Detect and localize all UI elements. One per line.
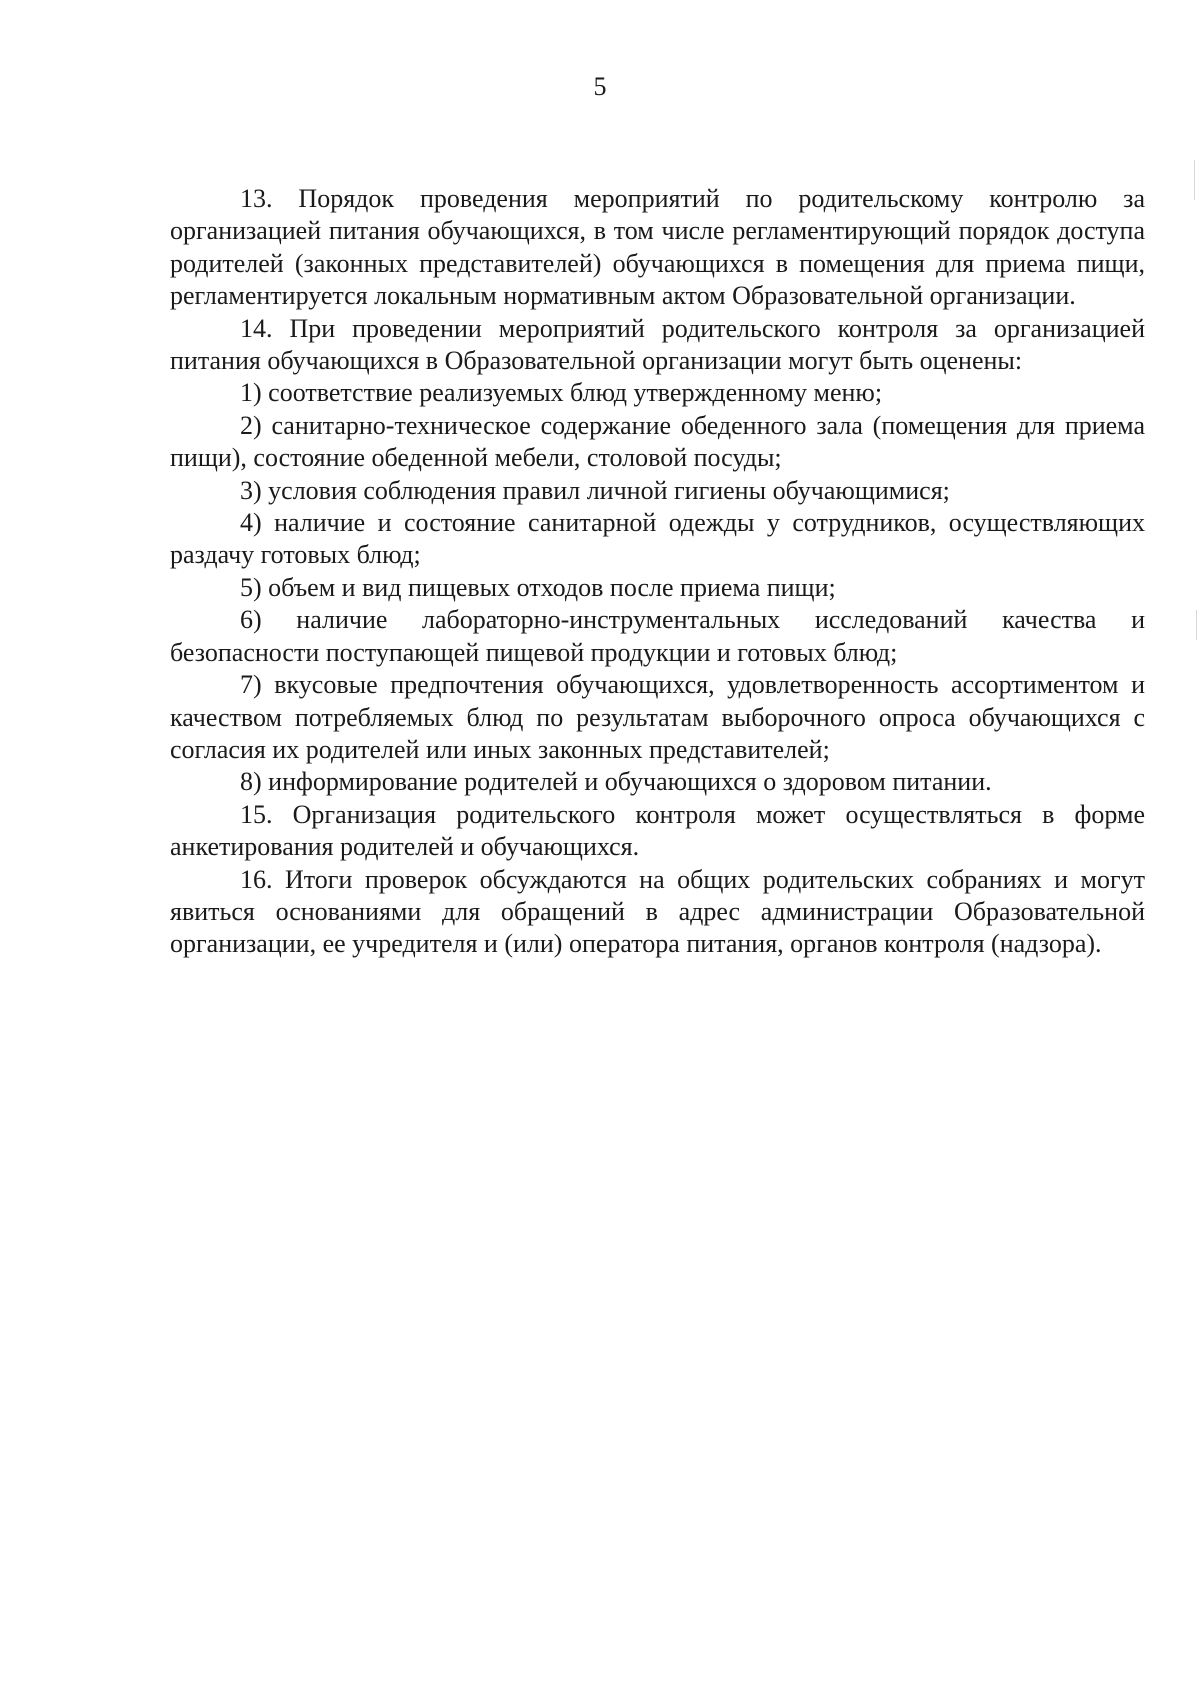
list-item-7: 7) вкусовые предпочтения обучающихся, удовлетворенность ассортиментом и качеством потребляемых блюд по результатам выборочного опроса обучающихся с согласия их родителей или иных законных представителей; xyxy=(170,670,1145,764)
list-item-4: 4) наличие и состояние санитарной одежды у сотрудников, осуществляющих раздачу готовых блюд; xyxy=(170,508,1145,570)
list-item-5: 5) объем и вид пищевых отходов после приема пищи; xyxy=(240,572,836,602)
paragraph-16: 16. Итоги проверок обсуждаются на общих родительских собраниях и могут явиться основаниями для обращений в адрес администрации Образовательной организации, ее учредителя и (или) оператора питания, органов контроля (надзора). xyxy=(170,864,1145,959)
scan-edge-mark xyxy=(1194,160,1195,200)
paragraph-14: 14. При проведении мероприятий родительского контроля за организацией питания обучающихся в Образовательной организации могут быть оценены: xyxy=(170,313,1145,376)
document-body xyxy=(170,183,1145,961)
scan-edge-mark xyxy=(1196,610,1197,640)
paragraph-13: 13. Порядок проведения мероприятий по родительскому контролю за организацией питания обучающихся, в том числе регламентирующий порядок доступа родителей (законных представителей) обучающихся в помещения для приема пищи, регламентируется локальным нормативным актом Образовательной организации. xyxy=(170,184,1145,311)
list-item-3: 3) условия соблюдения правил личной гигиены обучающимися; xyxy=(240,475,950,505)
list-item-1: 1) соответствие реализуемых блюд утвержденному меню; xyxy=(240,378,883,408)
paragraph-15: 15. Организация родительского контроля может осуществляться в форме анкетирования родителей и обучающихся. xyxy=(170,799,1145,862)
page-number: 5 xyxy=(593,72,607,101)
list-item-6: 6) наличие лабораторно-инструментальных исследований качества и безопасности поступающей пищевой продукции и готовых блюд; xyxy=(170,605,1145,667)
list-item-8: 8) информирование родителей и обучающихся о здоровом питании. xyxy=(240,767,992,797)
list-item-2: 2) санитарно-техническое содержание обеденного зала (помещения для приема пищи), состояние обеденной мебели, столовой посуды; xyxy=(170,410,1145,473)
